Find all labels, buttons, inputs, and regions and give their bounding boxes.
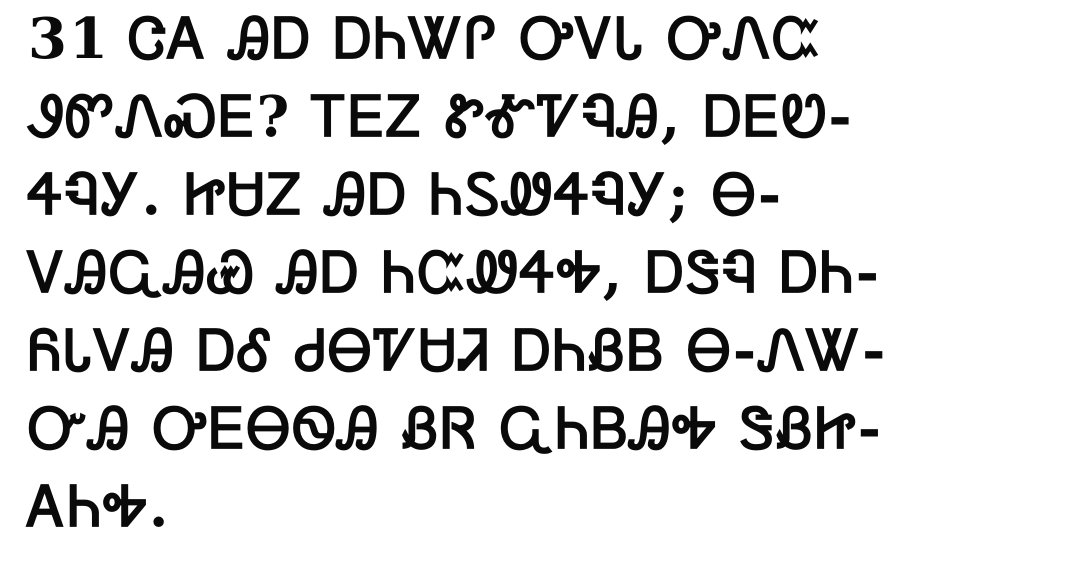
- text-line-6: ᏅᎯ ᎤᎬᎾᏫᎯ ᏰᏒ ᏩᏂᏴᎯᎭ ᏕᏰᏥ-: [28, 396, 883, 462]
- text-line-1: [28, 0, 1068, 78]
- line-1-text: ᏣᎪ ᎯᎠ ᎠᏂᏔᎵ ᎤᏙᏓ ᎤᏁᏨ: [127, 6, 823, 72]
- text-line-3: ᏎᏄᎩ. ᏥᏌᏃ ᎯᎠ ᏂᏚᏪᏎᏄᎩ; Ꮎ-: [28, 162, 784, 228]
- text-line-4: ᏙᎯᏩᎯᏯ ᎯᎠ ᏂᏨᏪᏎᎭ, ᎠᏕᏄ ᎠᏂ-: [28, 240, 881, 306]
- text-line-7: ᎪᏂᎭ.: [28, 474, 171, 540]
- text-line-2: ᏭᏛᏁᏍᎬ? ᎢᎬᏃ ᏑᎹᏤᏄᎯ, ᎠᎬᏬ-: [28, 84, 854, 150]
- verse-31: [28, 0, 1068, 546]
- verse-number: 31: [28, 6, 110, 72]
- text-line-5: ᏲᏓᏙᎯ ᎠᎴ ᏧᎾᏤᏌᏘ ᎠᏂᏰᏴ Ꮎ-ᏁᏔ-: [28, 318, 888, 384]
